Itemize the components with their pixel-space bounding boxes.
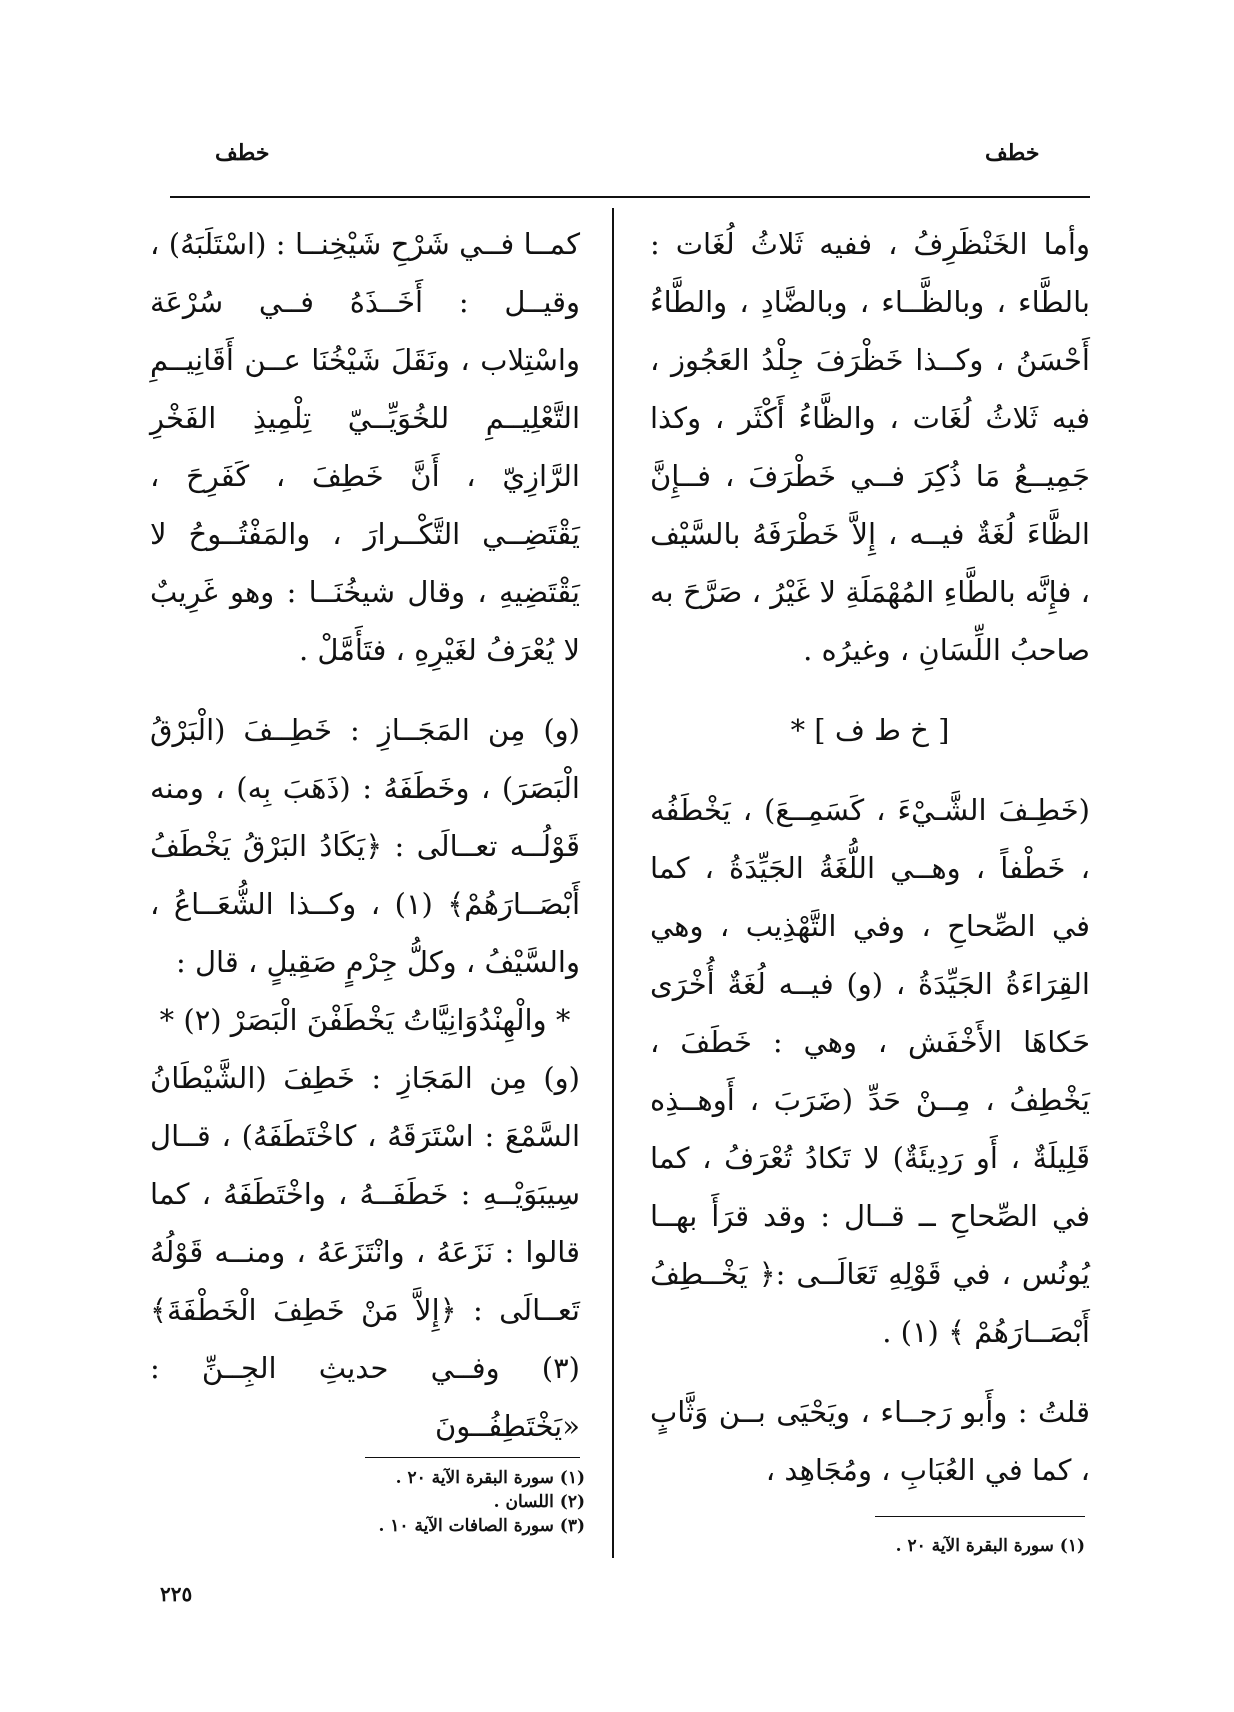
footnotes-right <box>850 1534 1085 1558</box>
footnote: (٣) سورة الصافات الآية ١٠ . <box>378 1516 585 1536</box>
running-head-right: خطف <box>985 140 1040 166</box>
column-divider <box>612 208 614 1558</box>
left-para-1: كمــا فــي شَرْحِ شَيْخِنــا : (اسْتَلَبَهُ) ، وقيــل : أَخَــذَهُ فــي سُرْعَة واسْتِلاب ، ونَقَلَ شَيْخُنَا عــن أَقَانِيــمِ التَّعْلِيــمِ للخُوَيِّــيّ تِلْمِيذِ الفَخْرِ الرَّازِيّ ، أَنَّ خَطِفَ ، كَفَرِحَ ، يَقْتَضِــي التَّكْــرارَ ، والمَفْتُــوحُ لا يَقْتَضِيهِ ، وقال شيخُنَــا : وهو غَرِيبٌ لا يُعْرَفُ لغَيْرِهِ ، فتَأَمَّلْ . <box>150 227 580 667</box>
footnote: (٢) اللسان . <box>493 1492 585 1512</box>
footnotes-left <box>340 1466 585 1538</box>
entry-heading: [ خ ط ف ] * <box>790 713 950 747</box>
footnote-rule-left <box>365 1457 580 1458</box>
left-column <box>150 215 580 1455</box>
right-para-2: (خَطِـفَ الشَّـيْءَ ، كَسَمِــعَ) ، يَخْطَفُه ، خَطْفاً ، وهــي اللُّغَةُ الجَيِّدَةُ ، كما في الصِّحاحِ ، وفي التَّهْذِيب ، وهي القِرَاءَةُ الجَيِّدَةُ ، (و) فيــه لُغَةٌ أُخْرَى حَكاهَا الأَخْفَش ، وهي : خَطَفَ ، يَخْطِفُ ، مِــنْ حَدِّ (ضَرَبَ ، أَوهــذِه قَلِيلَةٌ ، أَو رَدِيئَةٌ) لا تَكادُ تُعْرَفُ ، كما في الصِّحاحِ ــ قــال : وقد قرَأَ بهــا يُونُس ، في قَوْلِهِ تَعَالَــى :﴿ يَخْــطِفُ أَبْصَــارَهُمْ ﴾ (١) . <box>650 793 1090 1349</box>
footnote: (١) سورة البقرة الآية ٢٠ . <box>895 1536 1085 1556</box>
right-column <box>650 215 1090 1499</box>
page-number: ٢٢٥ <box>160 1582 193 1606</box>
footnote: (١) سورة البقرة الآية ٢٠ . <box>395 1468 585 1488</box>
verse-line: * والْهِنْدُوَانِيَّاتُ يَخْطَفْنَ الْبَصَرْ (٢) * <box>159 1003 571 1037</box>
left-para-2: (و) مِن المَجَــازِ : خَطِــفَ (الْبَرْقُ الْبَصَرَ) ، وخَطَفَهُ : (ذَهَبَ بِه) ، ومنه قَوْلُــه تعــالَى : ﴿يَكَادُ البَرْقُ يَخْطَفُ أَبْصَــارَهُمْ﴾ (١) ، وكــذا الشُّعَــاعُ ، والسَّيْفُ ، وكلُّ جِرْمٍ صَقِيلٍ ، قال : <box>150 713 581 979</box>
running-head-left: خطف <box>215 140 270 166</box>
left-para-3: (و) مِن المَجَازِ : خَطِفَ (الشَّيْطَانُ السَّمْعَ : اسْتَرَقَهُ ، كاخْتَطَفَهُ) ، قــال سِيبَوَيْــهِ : خَطَفَــهُ ، واخْتَطَفَهُ ، كما قالوا : نَزَعَهُ ، وانْتَزَعَهُ ، ومنــه قَوْلُهُ تَعــالَى : ﴿إِلاَّ مَنْ خَطِفَ الْخَطْفَةَ﴾ (٣) وفــي حديثِ الجِــنِّ : «يَخْتَطِفُــونَ <box>150 1061 580 1443</box>
footnote-rule-right <box>875 1516 1085 1517</box>
right-para-1: وأما الخَنْظَرِفُ ، ففيه ثَلاثُ لُغَات : بالطَّاء ، وبالظَّــاء ، وبالضَّادِ ، والطَّاءُ أَحْسَنُ ، وكــذا خَظْرَفَ جِلْدُ العَجُوز ، فيه ثَلاثُ لُغَات ، والظَّاءُ أَكْثَر ، وكذا جَمِيــعُ مَا ذُكِرَ فــي خَطْرَفَ ، فــإِنَّ الظَّاءَ لُغَةٌ فيــه ، إِلاَّ خَطْرَفَهُ بالسَّيْف ، فإِنَّه بالطَّاءِ المُهْمَلَةِ لا غَيْرُ ، صَرَّحَ به صاحبُ اللِّسَانِ ، وغيرُه . <box>650 227 1090 667</box>
right-para-3: قلتُ : وأَبو رَجــاء ، ويَحْيَى بــن وَثَّابٍ ، كما في العُبَابِ ، ومُجَاهِد ، <box>650 1395 1090 1487</box>
header-rule <box>170 196 1090 198</box>
